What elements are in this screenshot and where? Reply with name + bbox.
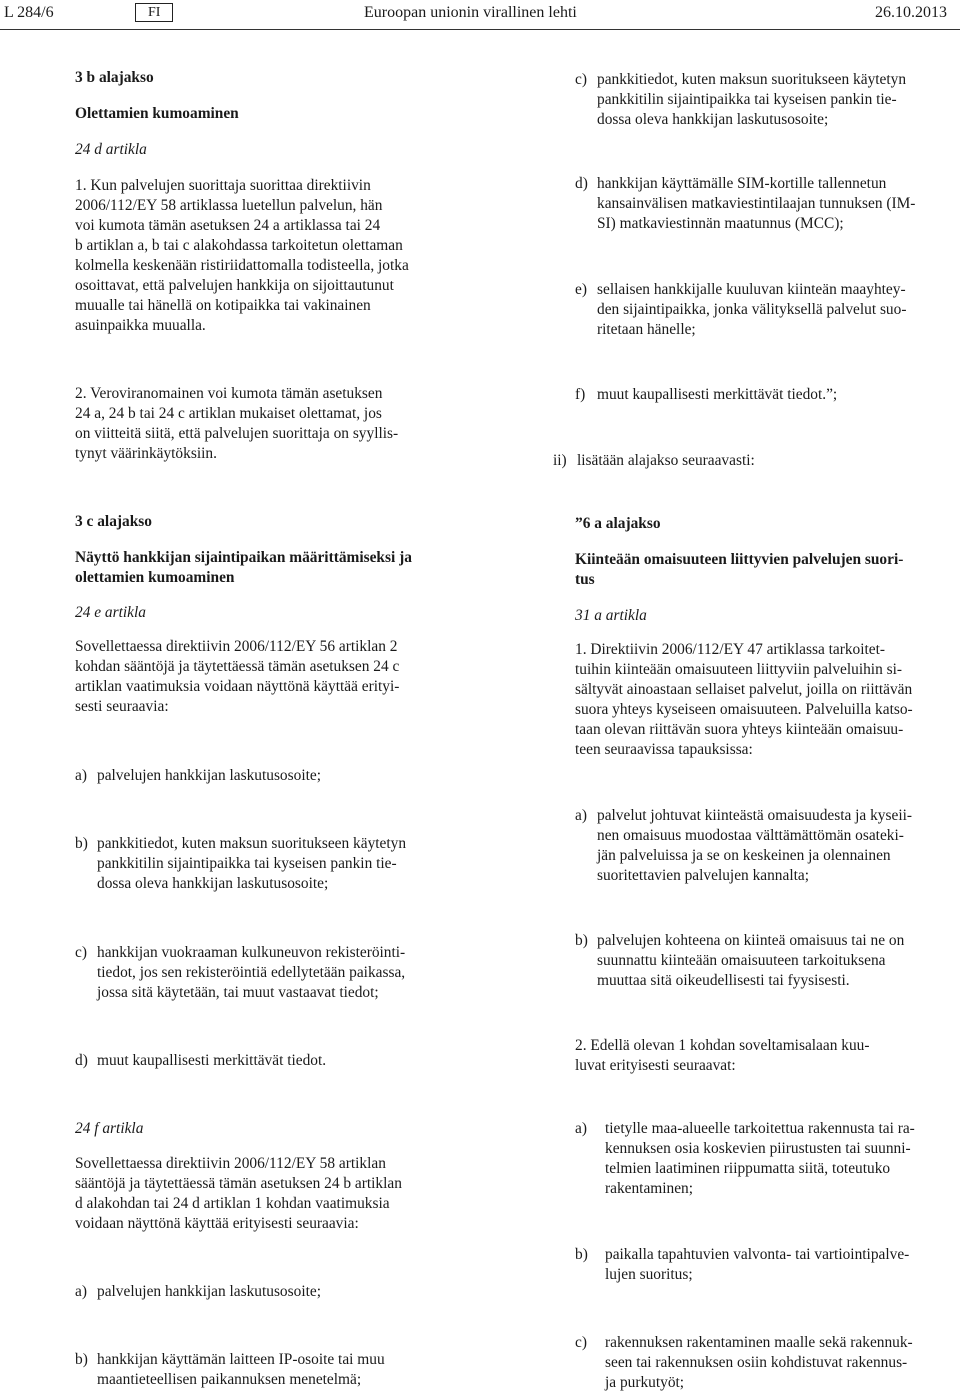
text-line: sältyvät ainoastaan sellaiset palvelut, joilla on riittävän — [575, 681, 913, 698]
list-text — [97, 1350, 457, 1390]
journal-title: Euroopan unionin virallinen lehti — [364, 4, 577, 21]
article-24f-intro — [75, 1154, 457, 1234]
list-label: ii) — [553, 452, 567, 469]
text-line: palvelut johtuvat kiinteästä omaisuudesta ja kyseii- — [597, 807, 913, 824]
text-line: d alakohdan tai 24 d artiklan 1 kohdan vaatimuksia — [75, 1195, 390, 1212]
text-line: telmien laatiminen riippumatta siitä, toteutuko — [605, 1160, 891, 1177]
list-label: d) — [575, 175, 588, 192]
text-line: sesti seuraavia: — [75, 698, 169, 715]
text-line: palvelujen hankkijan laskutusosoite; — [97, 1283, 321, 1300]
list-label: f) — [575, 386, 586, 403]
list-label: b) — [575, 932, 588, 949]
list-label: b) — [75, 835, 88, 852]
article-24d-paragraph-1 — [75, 176, 457, 336]
article-31a-title: 31 a artikla — [575, 607, 647, 624]
text-line: pankkitiedot, kuten maksun suoritukseen käytetyn — [97, 835, 407, 852]
text-line: dossa oleva hankkijan laskutusosoite; — [597, 111, 829, 128]
list-text — [605, 1119, 957, 1199]
text-line: kolmella keskenään ristiriidattomalla todisteella, jotka — [75, 257, 409, 274]
list-text — [597, 806, 957, 886]
text-line: rakennuksen rakentaminen maalle sekä rakennuk- — [605, 1334, 913, 1351]
text-line: artiklan vaatimuksia voidaan näyttönä käyttää erityi- — [75, 678, 400, 695]
article-24d-paragraph-2 — [75, 384, 457, 464]
text-line: 1. Kun palvelujen suorittaja suorittaa direktiivin — [75, 177, 371, 194]
text-line: palvelujen hankkijan laskutusosoite; — [97, 767, 321, 784]
text-line: kohdan sääntöjä ja täytettäessä tämän asetuksen 24 c — [75, 658, 400, 675]
text-line: palvelujen kohteena on kiinteä omaisuus tai ne on — [597, 932, 905, 949]
text-line: tuihin kiinteään omaisuuteen liittyviin palveluihin si- — [575, 661, 902, 678]
article-24e-title: 24 e artikla — [75, 604, 146, 621]
text-line: Kiinteään omaisuuteen liittyvien palvelujen suori- — [575, 551, 904, 568]
text-line: suoritettavien palvelujen kannalta; — [597, 867, 809, 884]
text-line: taan olevan riittävän suora yhteys kiinteään omaisuu- — [575, 721, 904, 738]
list-text — [597, 385, 957, 405]
list-text — [577, 451, 937, 471]
text-line: teen seuraavissa tapauksissa: — [575, 741, 753, 758]
text-line: maantieteellisen paikannuksen menetelmä; — [97, 1371, 362, 1388]
text-line: dossa oleva hankkijan laskutusosoite; — [97, 875, 329, 892]
text-line: Näyttö hankkijan sijaintipaikan määrittämiseksi ja — [75, 549, 412, 566]
text-line: den sijaintipaikka, jonka välityksellä palvelut suo- — [597, 301, 907, 318]
list-text — [97, 943, 457, 1003]
text-line: 24 a, 24 b tai 24 c artiklan mukaiset olettamat, jos — [75, 405, 382, 422]
text-line: hankkijan käyttämälle SIM-kortille tallennetun — [597, 175, 887, 192]
text-line: Sovellettaessa direktiivin 2006/112/EY 56 artiklan 2 — [75, 638, 398, 655]
list-label: a) — [75, 1283, 87, 1300]
text-line: pankkitilin sijaintipaikka tai kyseisen pankin tie- — [97, 855, 397, 872]
list-label: c) — [75, 944, 87, 961]
text-line: muualle tai hänellä on kotipaikka tai vakinainen — [75, 297, 371, 314]
text-line: suunnattu kiinteään omaisuuteen tarkoituksena — [597, 952, 886, 969]
list-label: e) — [575, 281, 587, 298]
text-line: hankkijan vuokraaman kulkuneuvon rekisteröinti- — [97, 944, 406, 961]
text-line: tiedot, jos sen rekisteröintiä edellytetään paikassa, — [97, 964, 406, 981]
list-label: b) — [575, 1246, 588, 1263]
list-text — [97, 834, 457, 894]
text-line: tynyt väärinkäytöksiin. — [75, 445, 217, 462]
publication-date: 26.10.2013 — [875, 4, 947, 21]
text-line: osoittavat, että palvelujen hankkija on sijoittautunut — [75, 277, 394, 294]
list-label: d) — [75, 1052, 88, 1069]
section-6a-title: ”6 a alajakso — [575, 515, 661, 532]
text-line: b artiklan a, b tai c alakohdassa tarkoitetun olettaman — [75, 237, 403, 254]
text-line: tus — [575, 571, 595, 588]
text-line: sääntöjä ja täytettäessä tämän asetuksen 24 b artiklan — [75, 1175, 402, 1192]
text-line: pankkitiedot, kuten maksun suoritukseen käytetyn — [597, 71, 907, 88]
text-line: Sovellettaessa direktiivin 2006/112/EY 58 artiklan — [75, 1155, 386, 1172]
text-line: ritetaan hänelle; — [597, 321, 696, 338]
list-text — [97, 1282, 457, 1302]
article-24e-intro — [75, 637, 457, 717]
list-text — [605, 1245, 957, 1285]
text-line: muut kaupallisesti merkittävät tiedot. — [97, 1052, 327, 1069]
text-line: tietylle maa-alueelle tarkoitettua rakennusta tai ra- — [605, 1120, 915, 1137]
list-text — [597, 280, 957, 340]
article-31a-paragraph-2 — [575, 1036, 957, 1076]
list-label: c) — [575, 71, 587, 88]
article-24d-title: 24 d artikla — [75, 141, 147, 158]
text-line: on viitteitä siitä, että palvelujen suorittaja on syyllis- — [75, 425, 399, 442]
list-label: b) — [75, 1351, 88, 1368]
list-label: a) — [75, 767, 87, 784]
list-label: a) — [575, 1120, 587, 1137]
text-line: pankkitilin sijaintipaikka tai kyseisen pankin tie- — [597, 91, 897, 108]
language-code-box: FI — [135, 3, 173, 22]
text-line: voi kumota tämän asetuksen 24 a artiklassa tai 24 — [75, 217, 381, 234]
text-line: kennuksen osia koskevien piirustusten tai suunni- — [605, 1140, 911, 1157]
list-text — [97, 1051, 457, 1071]
list-text — [597, 70, 957, 130]
list-text — [597, 174, 957, 234]
section-3b-heading: Olettamien kumoaminen — [75, 105, 239, 122]
list-label: c) — [575, 1334, 587, 1351]
header-rule — [0, 29, 960, 30]
text-line: voidaan näyttönä käyttää erityisesti seuraavia: — [75, 1215, 359, 1232]
list-text — [597, 931, 957, 991]
text-line: 2006/112/EY 58 artiklassa luetellun palvelun, hän — [75, 197, 383, 214]
list-text — [97, 766, 457, 786]
section-3c-heading — [75, 548, 465, 588]
text-line: 2. Edellä olevan 1 kohdan soveltamisalaan kuu- — [575, 1037, 870, 1054]
text-line: sellaisen hankkijalle kuuluvan kiinteän maayhtey- — [597, 281, 906, 298]
text-line: seen tai rakennuksen osiin kohdistuvat rakennus- — [605, 1354, 908, 1371]
text-line: suora yhteys kyseiseen omaisuuteen. Palveluilla katso- — [575, 701, 913, 718]
list-label: a) — [575, 807, 587, 824]
text-line: rakentaminen; — [605, 1180, 694, 1197]
text-line: kansainvälisen matkaviestintilaajan tunnuksen (IM- — [597, 195, 916, 212]
text-line: ja purkutyöt; — [605, 1374, 685, 1391]
text-line: muut kaupallisesti merkittävät tiedot.”; — [597, 386, 838, 403]
article-24f-title: 24 f artikla — [75, 1120, 144, 1137]
page-reference: L 284/6 — [4, 4, 54, 21]
text-line: asuinpaikka muualla. — [75, 317, 206, 334]
text-line: paikalla tapahtuvien valvonta- tai vartiointipalve- — [605, 1246, 910, 1263]
text-line: olettamien kumoaminen — [75, 569, 235, 586]
text-line: jän palveluissa ja se on keskeinen ja olennainen — [597, 847, 891, 864]
text-line: 1. Direktiivin 2006/112/EY 47 artiklassa tarkoitet- — [575, 641, 886, 658]
article-31a-paragraph-1 — [575, 640, 957, 760]
text-line: 2. Veroviranomainen voi kumota tämän asetuksen — [75, 385, 383, 402]
text-line: jossa sitä käytetään, tai muut vastaavat tiedot; — [97, 984, 379, 1001]
text-line: luvat erityisesti seuraavat: — [575, 1057, 736, 1074]
section-3b-title: 3 b alajakso — [75, 69, 154, 86]
list-text — [605, 1333, 957, 1393]
section-6a-heading — [575, 550, 960, 590]
section-3c-title: 3 c alajakso — [75, 513, 152, 530]
text-line: lisätään alajakso seuraavasti: — [577, 452, 755, 469]
text-line: muuttaa sitä oikeudellisesti tai fyysisesti. — [597, 972, 850, 989]
text-line: hankkijan käyttämän laitteen IP-osoite tai muu — [97, 1351, 385, 1368]
text-line: nen omaisuus muodostaa välttämättömän osateki- — [597, 827, 904, 844]
text-line: SI) matkaviestinnän maatunnus (MCC); — [597, 215, 844, 232]
text-line: lujen suoritus; — [605, 1266, 693, 1283]
